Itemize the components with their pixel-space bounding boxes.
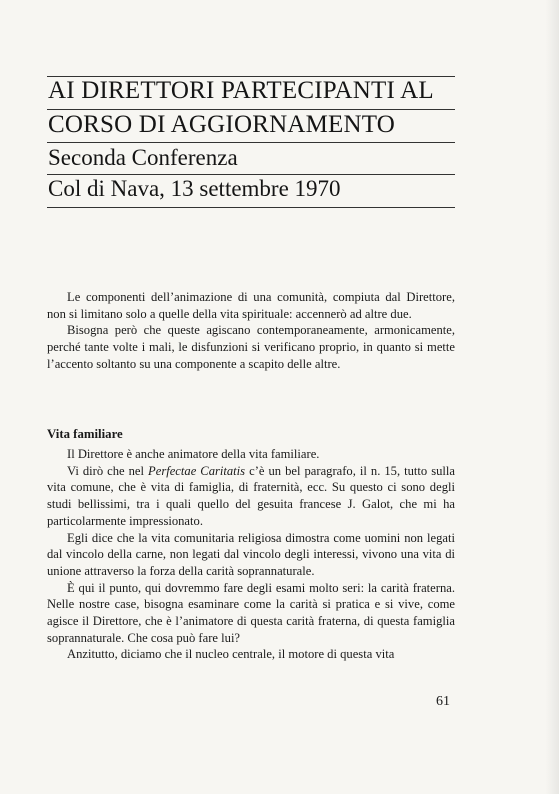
- page-edge-shadow: [545, 0, 559, 794]
- conference-subtitle: Seconda Conferenza: [48, 145, 238, 170]
- rule-4: [47, 174, 455, 175]
- section-paragraph-2: [47, 463, 455, 530]
- intro-text: [47, 289, 455, 373]
- paragraph-2-start: Vi dirò che nel: [67, 463, 149, 478]
- section-paragraph-4: È qui il punto, qui dovremmo fare degli esami molto seri: la carità fraterna. Nelle nostre case, bisogna esaminare come la carità si pratica e si vive, come agisce il Direttore, che è l’animatore di questa carità fraterna, di questa famiglia soprannaturale. Che cosa può fare lui?: [47, 580, 455, 645]
- intro-paragraph-2: Bisogna però che queste agiscano contemporaneamente, armonicamente, perché tante volte i mali, le disfunzioni si verificano proprio, in quanto si mette l’accento soltanto su una componente a scapito delle altre.: [47, 323, 455, 371]
- section-text: [47, 446, 455, 663]
- rule-bottom: [47, 207, 455, 208]
- title-line-1: AI DIRETTORI PARTECIPANTI AL: [48, 77, 434, 104]
- section-paragraph-5: Anzitutto, diciamo che il nucleo centrale, il motore di questa vita: [67, 647, 395, 662]
- paragraph-2-rest: c’è un bel paragrafo, il n. 15, tutto sulla vita comune, che è vita di famiglia, di fraternità, ecc. Su questo ci sono degli studi bellissimi, tra i quali quello del gesuita francese J. Galot, che mi ha particolarmente impressionato.: [47, 463, 455, 528]
- document-title-italic: Perfectae Caritatis: [148, 463, 246, 478]
- section-paragraph-1: Il Direttore è anche animatore della vita familiare.: [67, 447, 320, 461]
- place-date: Col di Nava, 13 settembre 1970: [48, 176, 341, 201]
- rule-3: [47, 142, 455, 143]
- intro-paragraph-1: Le componenti dell’animazione di una comunità, compiuta dal Direttore, non si limitano solo a quelle della vita spirituale: accennerò ad altre due.: [47, 290, 455, 321]
- section-paragraph-3: Egli dice che la vita comunitaria religiosa dimostra come uomini non legati dal vincolo della carne, non legati dal vincolo degli interessi, vivono una vita di unione attraverso la forza della carità soprannaturale.: [47, 530, 455, 578]
- section-heading: Vita familiare: [47, 427, 123, 441]
- page-number: 61: [436, 694, 450, 709]
- rule-2: [47, 109, 455, 110]
- title-line-2: CORSO DI AGGIORNAMENTO: [48, 111, 396, 138]
